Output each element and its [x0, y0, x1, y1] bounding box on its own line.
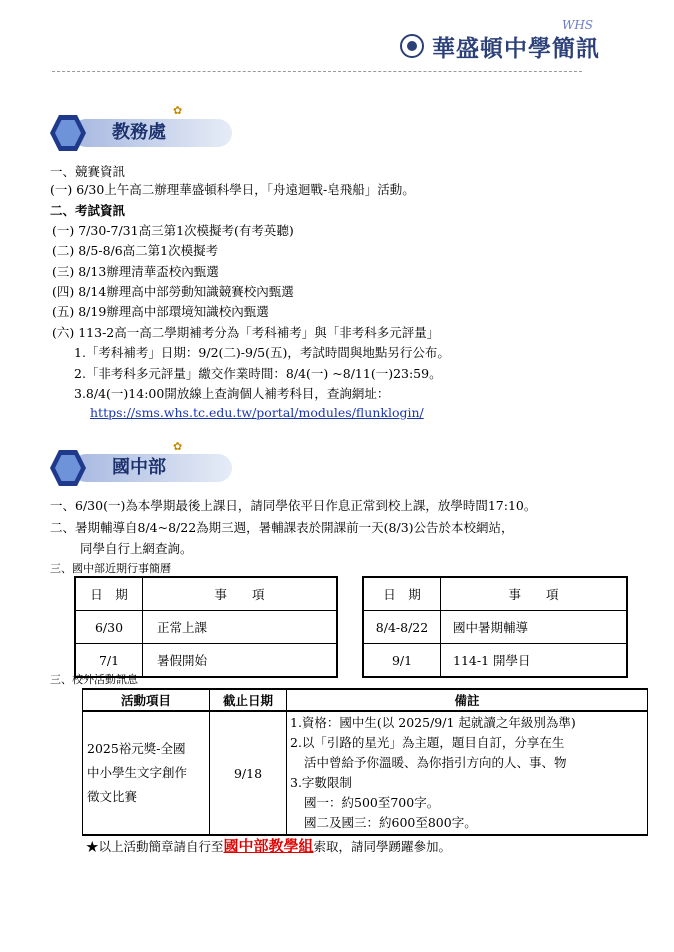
sub-list-item: 2.「非考科多元評量」繳交作業時間：8/4(一) ~8/11(一)23:59。 — [74, 366, 442, 381]
newsletter-title: 華盛頓中學簡訊 — [432, 36, 600, 62]
junior-teaching-office-highlight: 國中部教學組 — [223, 837, 314, 855]
list-item: (五) 8/19辦理高中部環境知識校內甄選 — [52, 304, 269, 319]
table-header-row — [75, 577, 337, 611]
schedule-table-right — [362, 576, 628, 678]
list-item: (六) 113-2高一高二學期補考分為「考科補考」與「非考科多元評量」 — [52, 325, 440, 340]
note-line: 國二及國三：約600至800字。 — [304, 815, 477, 830]
list-item: 二、暑期輔導自8/4~8/22為期三週，暑輔課表於開課前一天(8/3)公告於本校網站， — [50, 520, 514, 535]
schedule-heading: 三、國中部近期行事簡曆 — [50, 562, 171, 575]
table-header-cell: 活動項目 — [83, 689, 210, 711]
list-item: (三) 8/13辦理清華盃校內甄選 — [52, 264, 219, 279]
activity-deadline-cell: 9/18 — [210, 711, 287, 835]
list-item: 一、6/30(一)為本學期最後上課日，請同學依平日作息正常到校上課，放學時間17:10。 — [50, 498, 537, 513]
list-item-continuation: 同學自行上網查詢。 — [80, 541, 193, 556]
sub-list-item: 3.8/4(一)14:00開放線上查詢個人補考科目，查詢網址： — [74, 386, 390, 401]
bee-icon: ✿ — [173, 440, 183, 453]
note-line: 2.以「引路的星光」為主題，題目自訂，分享在生 — [290, 735, 565, 750]
sub-list-item: 1.「考科補考」日期：9/2(二)-9/5(五)，考試時間與地點另行公布。 — [74, 345, 450, 360]
footer-text: 索取，請同學踴躍參加。 — [313, 839, 452, 854]
list-item: (一) 6/30上午高二辦理華盛頓科學日，「舟遠迴戰-皂飛船」活動。 — [50, 182, 415, 197]
section-badge-academic — [50, 115, 240, 151]
schedule-table-left — [74, 576, 338, 678]
table-header-cell: 事 項 — [143, 577, 338, 611]
table-header-cell: 日 期 — [363, 577, 441, 611]
activity-footer-note — [86, 838, 451, 855]
table-header-cell: 日 期 — [75, 577, 143, 611]
logo-script-text: WHS — [562, 18, 594, 32]
table-row — [363, 644, 627, 678]
table-row — [75, 611, 337, 644]
school-seal-icon — [400, 34, 424, 58]
table-header-cell: 截止日期 — [210, 689, 287, 711]
note-line: 1.資格：國中生(以 2025/9/1 起就讀之年級別為準) — [290, 715, 576, 730]
section-badge-junior — [50, 450, 240, 486]
table-cell-event: 暑假開始 — [143, 644, 338, 678]
table-row — [83, 711, 648, 835]
section-heading-competition: 一、競賽資訊 — [50, 164, 126, 179]
activity-name-line: 徵文比賽 — [87, 789, 138, 804]
list-item: (二) 8/5-8/6高二第1次模擬考 — [52, 243, 219, 258]
section-badge-label: 國中部 — [72, 454, 232, 482]
activity-table — [82, 688, 648, 836]
list-item: (四) 8/14辦理高中部勞動知識競賽校內甄選 — [52, 284, 294, 299]
table-header-row — [83, 689, 648, 711]
makeup-exam-link[interactable]: https://sms.whs.tc.edu.tw/portal/modules/flunklogin/ — [90, 405, 424, 420]
bee-icon: ✿ — [173, 104, 183, 117]
note-line: 活中曾給予你溫暖、為你指引方向的人、事、物 — [304, 755, 567, 770]
note-line: 3.字數限制 — [290, 775, 352, 790]
table-header-row — [363, 577, 627, 611]
table-cell-event: 正常上課 — [143, 611, 338, 644]
table-cell-event: 114-1 開學日 — [441, 644, 628, 678]
activity-notes-cell — [287, 711, 648, 835]
activity-name-line: 2025裕元獎-全國 — [87, 741, 186, 756]
table-header-cell: 事 項 — [441, 577, 628, 611]
activities-heading: 三、校外活動訊息 — [50, 673, 138, 686]
table-cell-date: 6/30 — [75, 611, 143, 644]
section-heading-exams: 二、考試資訊 — [50, 203, 126, 218]
table-header-cell: 備註 — [287, 689, 648, 711]
table-cell-date: 8/4-8/22 — [363, 611, 441, 644]
table-cell-date: 9/1 — [363, 644, 441, 678]
table-row — [363, 611, 627, 644]
table-cell-date: 7/1 — [75, 644, 143, 678]
activity-name-cell — [83, 711, 210, 835]
note-line: 國一：約500至700字。 — [304, 795, 440, 810]
section-badge-label: 教務處 — [72, 119, 232, 147]
header-divider — [52, 71, 582, 72]
footer-text: ★以上活動簡章請自行至 — [86, 839, 224, 854]
list-item: (一) 7/30-7/31高三第1次模擬考(有考英聽) — [52, 223, 294, 238]
activity-name-line: 中小學生文字創作 — [87, 765, 188, 780]
table-cell-event: 國中暑期輔導 — [441, 611, 628, 644]
